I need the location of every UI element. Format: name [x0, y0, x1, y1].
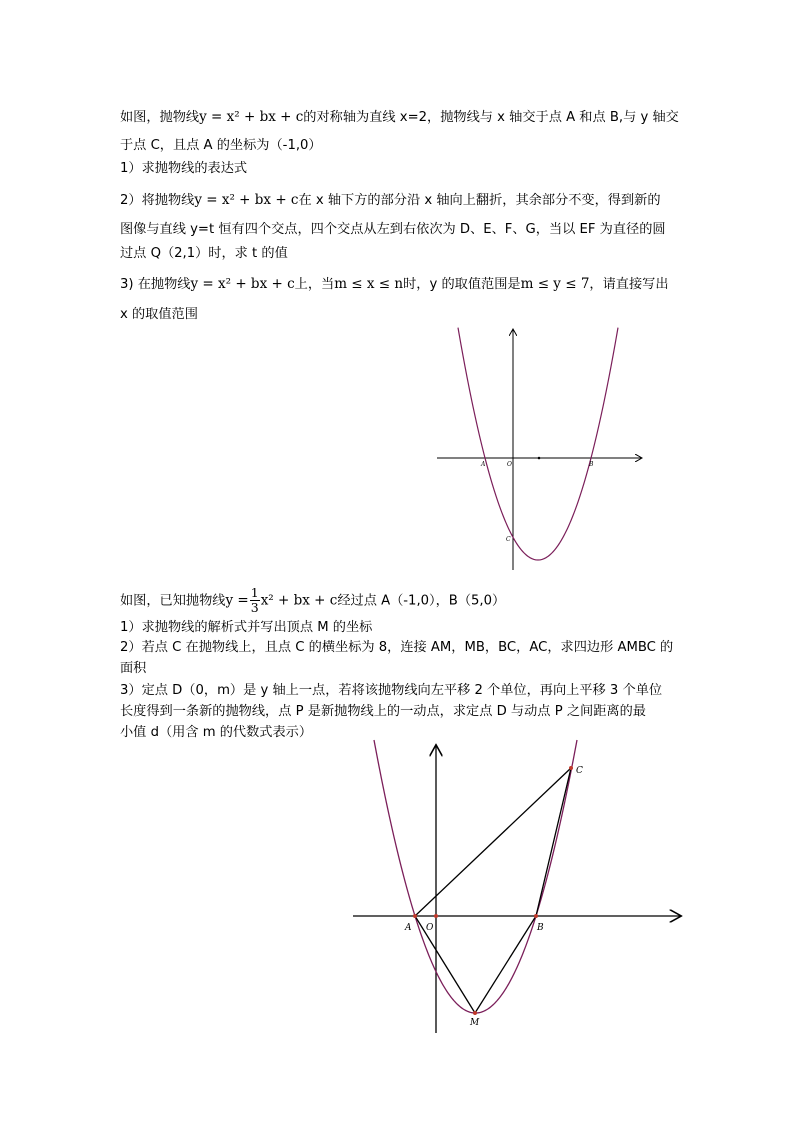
p2-label-B: B — [537, 923, 544, 933]
p1-q3-text-3: 时，y 的取值范围是 — [403, 277, 521, 292]
p2-label-A: A — [405, 923, 412, 933]
p1-question-2-line-2: 图像与直线 y=t 恒有四个交点，四个交点从左到右依次为 D、E、F、G，当以 EF 为直径的圆 — [120, 222, 666, 237]
p2-eq-y: y = — [225, 592, 249, 609]
p1-q3-text: 3) 在抛物线 — [120, 277, 191, 292]
p2-segment-AM — [415, 916, 475, 1013]
p1-label-C: C — [506, 536, 511, 543]
p1-q3-ineq-x: m ≤ x ≤ n — [334, 276, 404, 292]
p2-eq-rest: x² + bx + c — [260, 592, 338, 609]
p2-parabola — [374, 740, 577, 1013]
p2-question-2-line-1: 2）若点 C 在抛物线上，且点 C 的横坐标为 8，连接 AM，MB，BC，AC，求四边形 AMBC 的 — [120, 640, 674, 655]
p1-equation: y = x² + bx + c — [199, 109, 304, 125]
p2-point-O — [434, 914, 438, 918]
p2-segment-BC — [536, 768, 571, 916]
p2-point-B — [534, 914, 538, 918]
p2-segment-MB — [475, 916, 536, 1013]
p2-point-M — [473, 1011, 477, 1015]
p1-question-1: 1）求抛物线的表达式 — [120, 161, 248, 176]
p1-intro: 如图，抛物线 — [120, 110, 200, 125]
p1-q3-equation: y = x² + bx + c — [190, 276, 295, 292]
p1-label-O: O — [507, 461, 512, 468]
p2-question-1: 1）求抛物线的解析式并写出顶点 M 的坐标 — [120, 620, 373, 635]
p1-intro-cont: 的对称轴为直线 x=2，抛物线与 x 轴交于点 A 和点 B,与 y 轴交 — [303, 110, 679, 125]
p1-label-A: A — [481, 461, 486, 468]
p2-label-M: M — [470, 1018, 480, 1028]
p1-line-2: 于点 C，且点 A 的坐标为（-1,0） — [120, 138, 322, 153]
p1-question-2-line-3: 过点 Q（2,1）时，求 t 的值 — [120, 246, 288, 261]
p2-question-3-line-2: 长度得到一条新的抛物线，点 P 是新抛物线上的一动点，求定点 D 与动点 P 之间距离的最 — [120, 704, 646, 719]
p2-label-O: O — [426, 923, 434, 933]
p2-point-A — [413, 914, 417, 918]
p1-q3-text-4: ，请直接写出 — [589, 277, 669, 292]
p1-q2-equation: y = x² + bx + c — [194, 192, 299, 208]
p2-question-2-line-2: 面积 — [120, 661, 147, 676]
p2-point-C — [569, 766, 573, 770]
p2-question-3-line-1: 3）定点 D（0，m）是 y 轴上一点，若将该抛物线向左平移 2 个单位，再向上平移 3 个单位 — [120, 683, 663, 698]
p2-intro-cont: 经过点 A（-1,0），B（5,0） — [337, 593, 506, 609]
p2-label-C: C — [576, 766, 583, 776]
p1-question-3-line-2: x 的取值范围 — [120, 307, 198, 322]
p1-q3-text-2: 上，当 — [294, 277, 335, 292]
p1-q2-text-cont: 在 x 轴下方的部分沿 x 轴向上翻折，其余部分不变，得到新的 — [298, 193, 661, 208]
p2-fraction-den: 3 — [250, 600, 259, 615]
p2-question-3-line-3: 小值 d（用含 m 的代数式表示） — [120, 725, 313, 740]
p1-label-B: B — [589, 461, 594, 468]
p2-fraction-num: 1 — [250, 585, 259, 600]
p1-q3-ineq-y: m ≤ y ≤ 7 — [520, 276, 590, 292]
p1-q2-text: 2）将抛物线 — [120, 193, 195, 208]
p2-segment-AC — [415, 768, 571, 916]
p2-intro: 如图，已知抛物线 — [120, 593, 226, 609]
